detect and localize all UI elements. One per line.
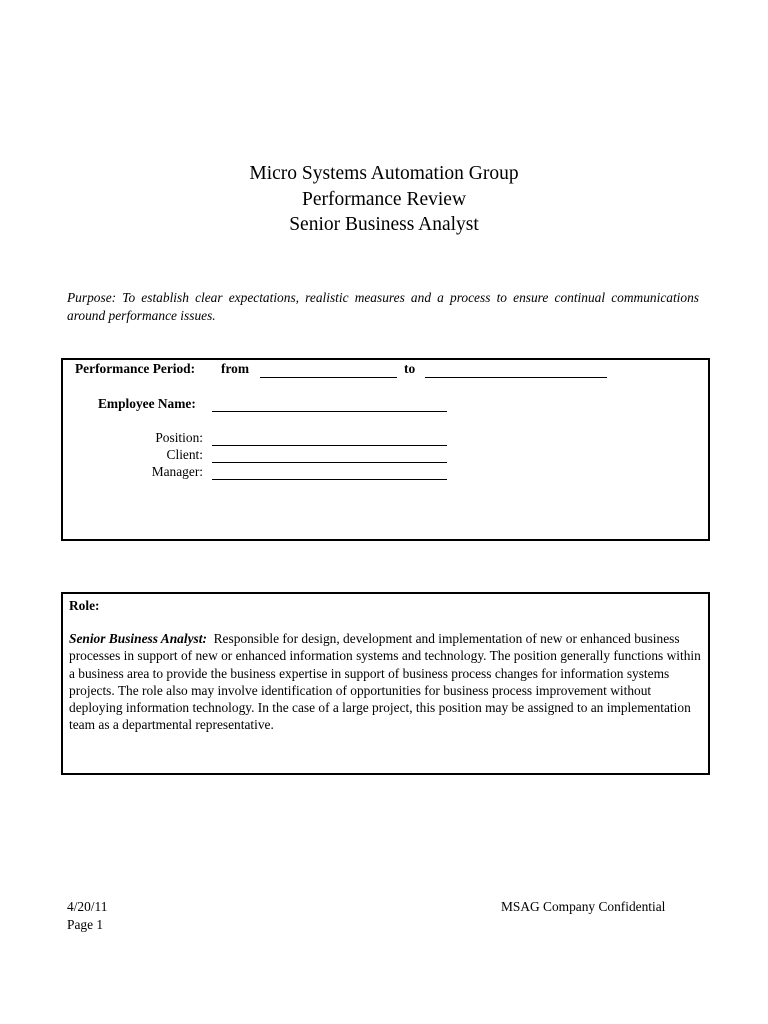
role-name: Senior Business Analyst:: [69, 631, 207, 646]
footer-date: 4/20/11: [67, 899, 108, 914]
role-description: [69, 630, 707, 734]
company-name: Micro Systems Automation Group: [249, 163, 519, 184]
position-field[interactable]: [212, 445, 447, 446]
client-label: Client:: [166, 447, 203, 462]
footer-left: [67, 898, 107, 933]
to-label: to: [404, 361, 416, 376]
employee-name-label: Employee Name:: [98, 396, 196, 411]
performance-period-label: Performance Period:: [75, 361, 196, 376]
purpose-statement: Purpose: To establish clear expectations, realistic measures and a process to ensure continual communications around performance issues.: [67, 290, 699, 323]
client-field[interactable]: [212, 462, 447, 463]
manager-label: Manager:: [151, 464, 203, 479]
role-heading: Role:: [69, 598, 100, 613]
position-label: Position:: [155, 430, 203, 445]
employee-name-field[interactable]: [212, 411, 447, 412]
footer-confidential: MSAG Company Confidential: [501, 899, 666, 914]
footer-page-number: Page 1: [67, 916, 104, 932]
employee-info-section: [61, 358, 710, 541]
role-description-text: Responsible for design, development and implementation of new or enhanced business processes in support of new or enhanced information systems and technology. The position generally functions within a business area to provide the business expertise in support of business process changes for information systems projects. The role also may involve identification of opportunities for business process improvement without deploying information technology. In the case of a large project, this position may be assigned to an implementation team as a departmental representative.: [69, 631, 701, 733]
from-date-field[interactable]: [260, 377, 397, 378]
document-type: Performance Review: [301, 188, 467, 210]
document-title-block: [0, 161, 768, 238]
role-section: [61, 592, 710, 775]
position-title: Senior Business Analyst: [289, 214, 479, 235]
manager-field[interactable]: [212, 479, 447, 480]
from-label: from: [221, 361, 250, 376]
to-date-field[interactable]: [425, 377, 607, 378]
